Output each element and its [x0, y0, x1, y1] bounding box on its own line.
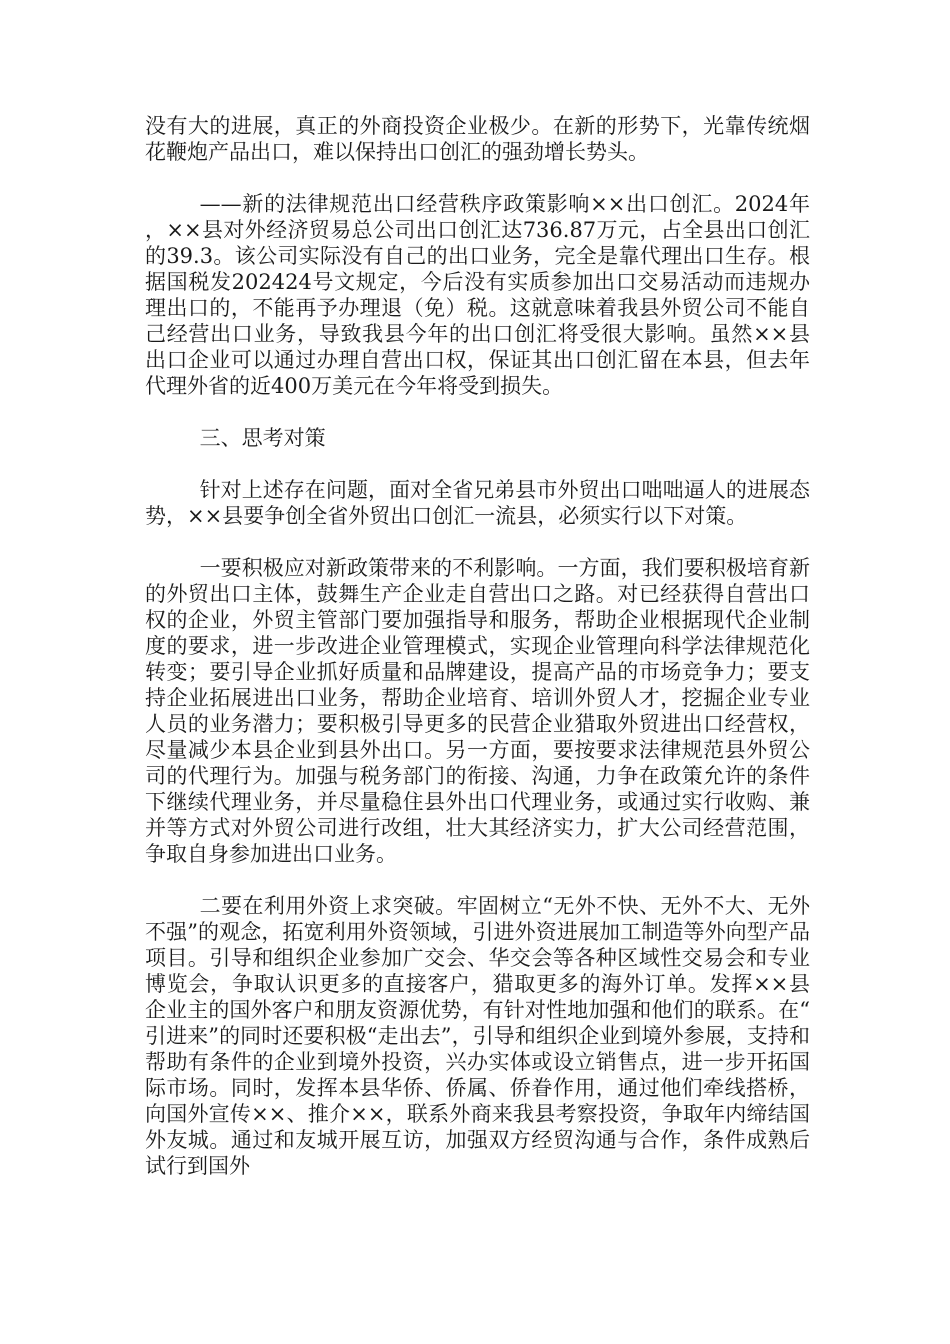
paragraph-measure-two: 二要在利用外资上求突破。牢固树立“无外不快、无外不大、无外不强”的观念，拓宽利用外资领域，引进外资进展加工制造等外向型产品项目。引导和组织企业参加广交会、华交会等各种区域性交易会和专业博览会，争取认识更多的直接客户，猎取更多的海外订单。发挥××县企业主的国外客户和朋友资源优势，有针对性地加强和他们的联系。在“引进来”的同时还要积极“走出去”，引导和组织企业到境外参展，支持和帮助有条件的企业到境外投资，兴办实体或设立销售点，进一步开拓国际市场。同时，发挥本县华侨、侨属、侨眷作用，通过他们牵线搭桥，向国外宣传××、推介××，联系外商来我县考察投资，争取年内缔结国外友城。通过和友城开展互访，加强双方经贸沟通与合作，条件成熟后试行到国外: [145, 894, 810, 1178]
paragraph-continuation: 没有大的进展，真正的外商投资企业极少。在新的形势下，光靠传统烟花鞭炮产品出口，难以保持出口创汇的强劲增长势头。: [145, 114, 810, 164]
paragraph-measure-one: 一要积极应对新政策带来的不利影响。一方面，我们要积极培育新的外贸出口主体，鼓舞生产企业走自营出口之路。对已经获得自营出口权的企业，外贸主管部门要加强指导和服务，帮助企业根据现代企业制度的要求，进一步改进企业管理模式，实现企业管理向科学法律规范化转变；要引导企业抓好质量和品牌建设，提高产品的市场竞争力；要支持企业拓展进出口业务，帮助企业培育、培训外贸人才，挖掘企业专业人员的业务潜力；要积极引导更多的民营企业猎取外贸进出口经营权，尽量减少本县企业到县外出口。另一方面，要按要求法律规范县外贸公司的代理行为。加强与税务部门的衔接、沟通，力争在政策允许的条件下继续代理业务，并尽量稳住县外出口代理业务，或通过实行收购、兼并等方式对外贸公司进行改组，壮大其经济实力，扩大公司经营范围，争取自身参加进出口业务。: [145, 556, 810, 866]
paragraph-policy-impact: ——新的法律规范出口经营秩序政策影响××出口创汇。2024年，××县对外经济贸易总公司出口创汇达736.87万元，占全县出口创汇的39.3。该公司实际没有自己的出口业务，完全是靠代理出口生存。根据国税发202424号文规定，今后没有实质参加出口交易活动而违规办理出口的，不能再予办理退（免）税。这就意味着我县外贸公司不能自己经营出口业务，导致我县今年的出口创汇将受很大影响。虽然××县出口企业可以通过办理自营出口权，保证其出口创汇留在本县，但去年代理外省的近400万美元在今年将受到损失。: [145, 192, 810, 398]
document-page: [145, 113, 810, 1205]
section-heading: 三、思考对策: [199, 426, 326, 450]
paragraph-countermeasures-intro: 针对上述存在问题，面对全省兄弟县市外贸出口咄咄逼人的进展态势，××县要争创全省外贸出口创汇一流县，必须实行以下对策。: [145, 478, 810, 528]
